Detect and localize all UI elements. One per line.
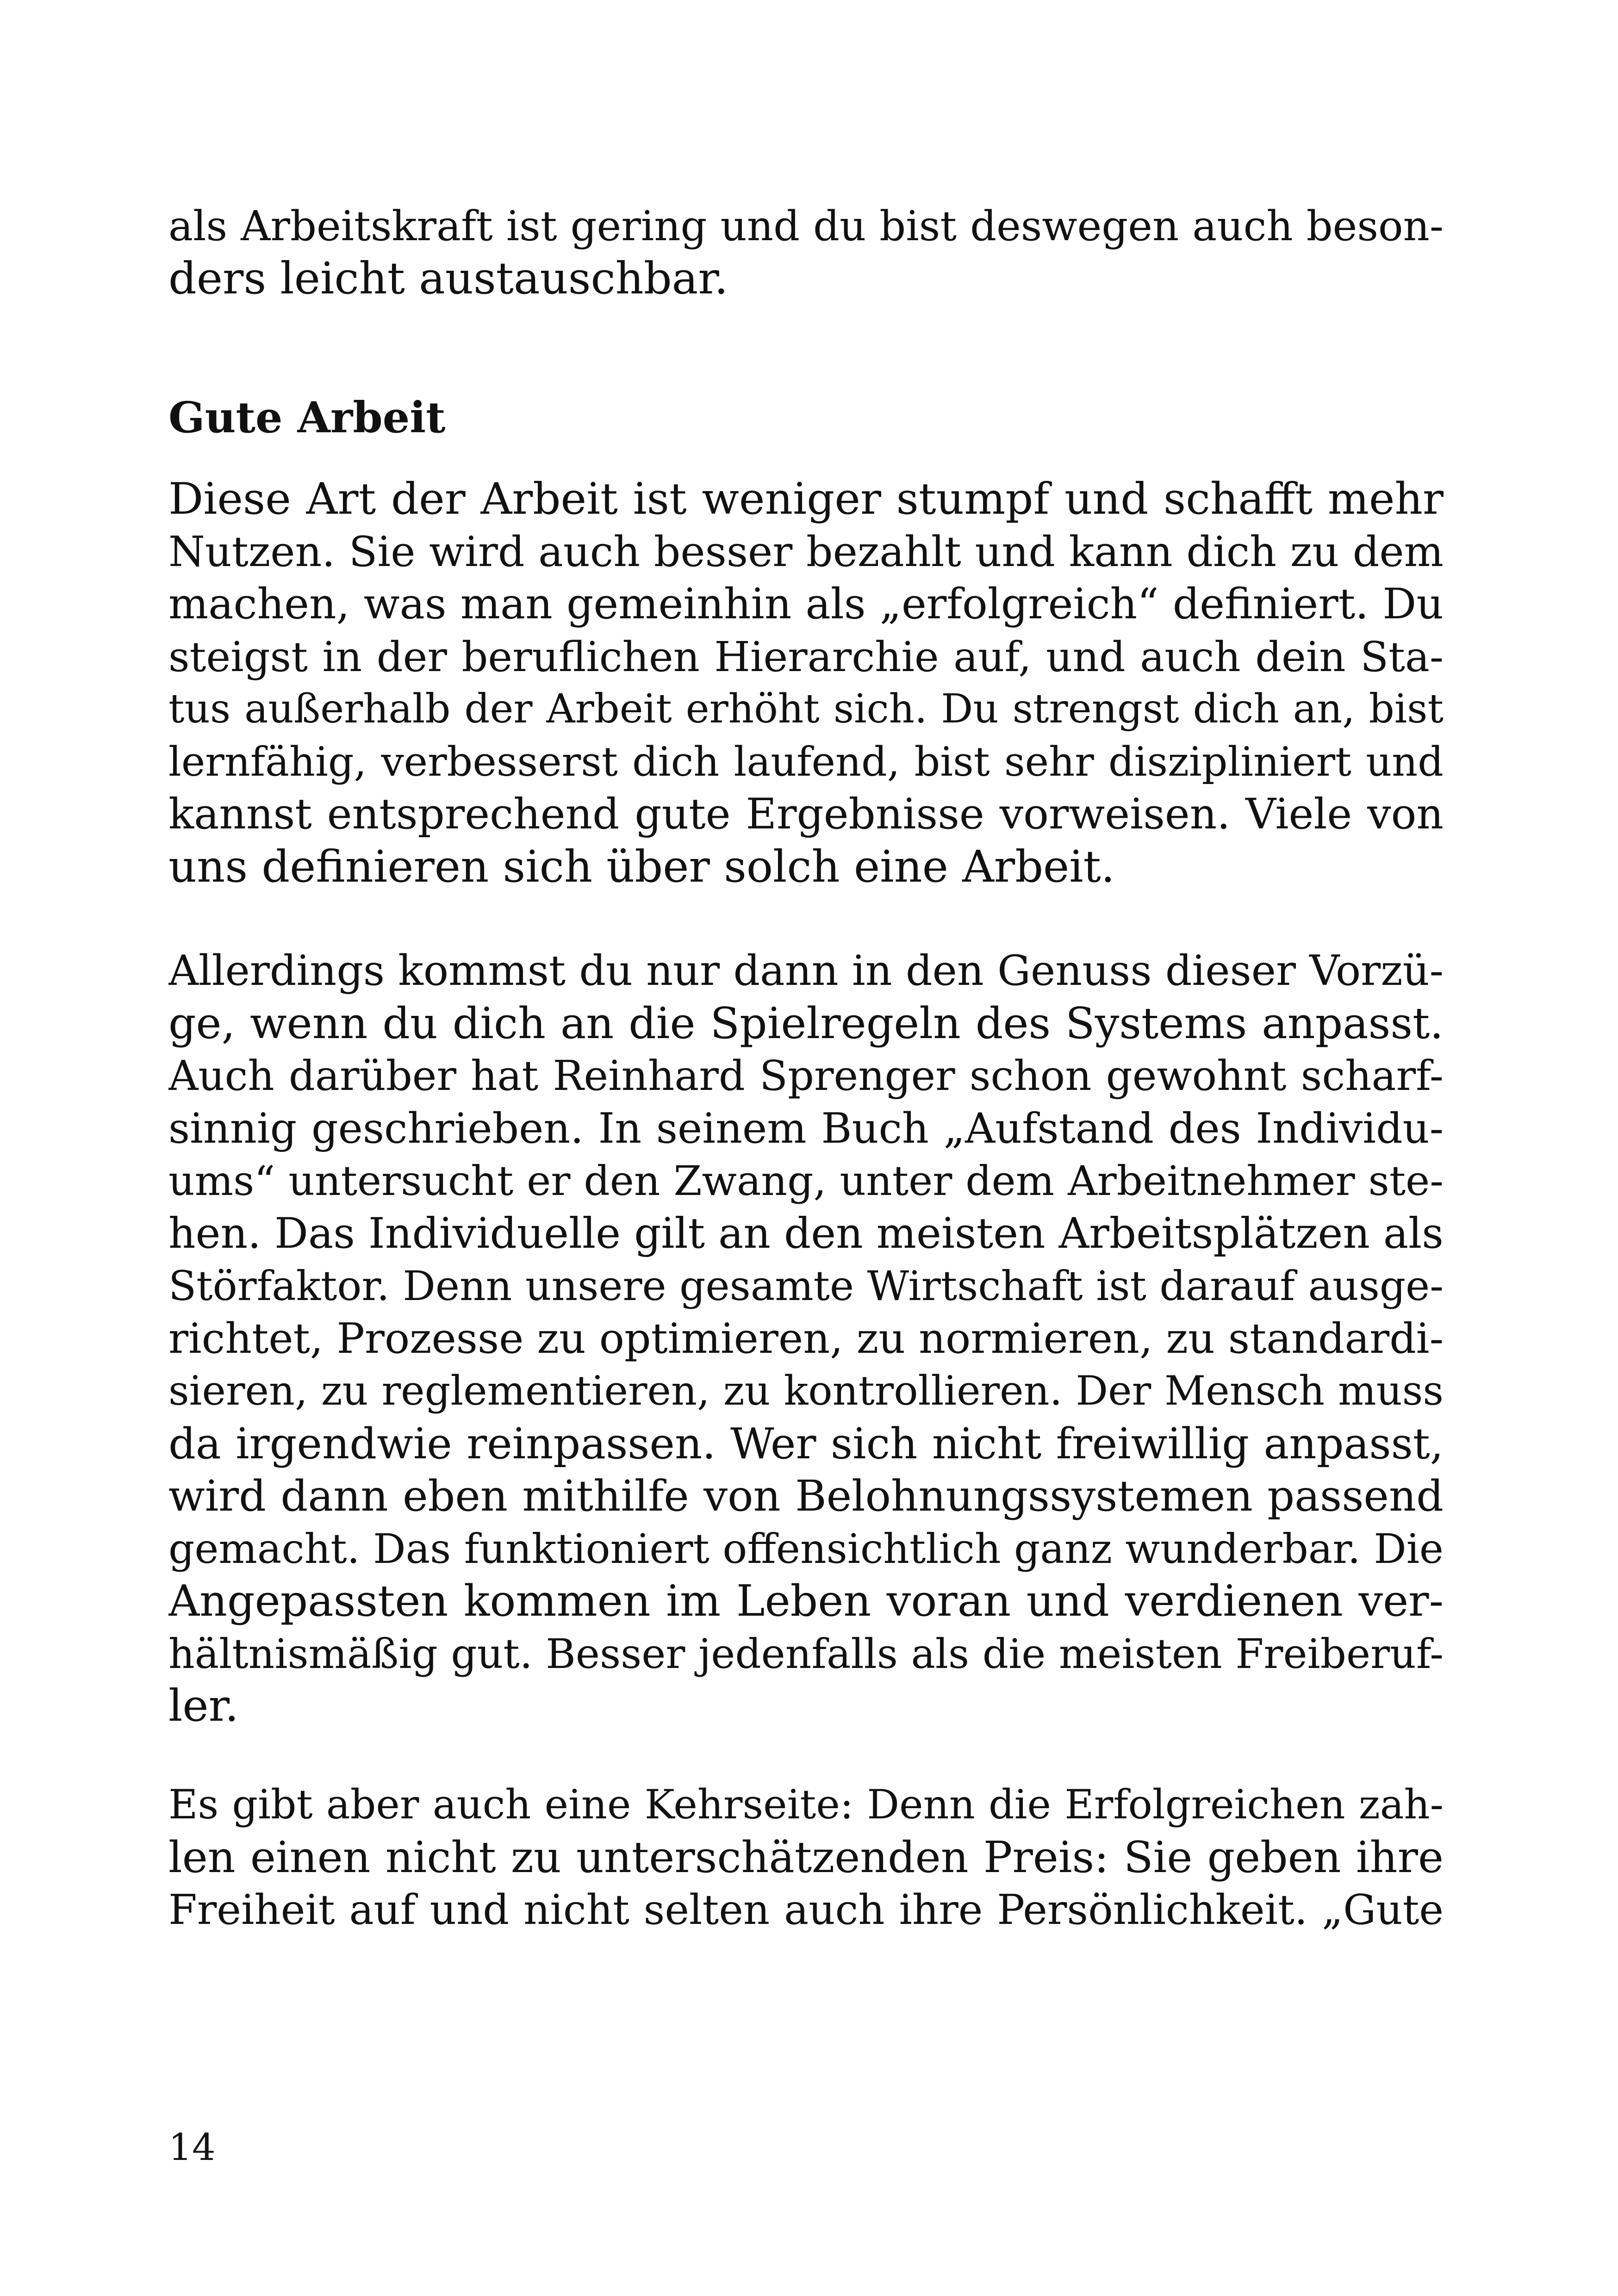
page-number: 14 bbox=[168, 2126, 216, 2169]
text-line: richtet, Prozesse zu optimieren, zu normieren, zu standardi- bbox=[168, 1314, 1444, 1363]
text-line: lernfähig, verbesserst dich laufend, bist sehr diszipliniert und bbox=[168, 738, 1444, 785]
paragraph-2 bbox=[168, 945, 1444, 1733]
paragraph-3 bbox=[168, 1779, 1444, 1936]
text-line: wird dann eben mithilfe von Belohnungssystemen passend bbox=[168, 1471, 1444, 1521]
text-line: tus außerhalb der Arbeit erhöht sich. Du strengst dich an, bist bbox=[168, 686, 1444, 732]
text-line: len einen nicht zu unterschätzenden Preis: Sie geben ihre bbox=[168, 1832, 1444, 1882]
text-line: als Arbeitskraft ist gering und du bist deswegen auch beson- bbox=[168, 202, 1444, 250]
text-line: Auch darüber hat Reinhard Sprenger schon gewohnt scharf- bbox=[168, 1052, 1444, 1100]
text-line: Störfaktor. Denn unsere gesamte Wirtschaft ist darauf ausge- bbox=[168, 1262, 1444, 1310]
text-line: kannst entsprechend gute Ergebnisse vorweisen. Viele von bbox=[168, 790, 1444, 839]
text-line: hältnismäßig gut. Besser jedenfalls als die meisten Freiberuf- bbox=[168, 1630, 1444, 1678]
text-line: ler. bbox=[168, 1680, 239, 1731]
text-line: machen, was man gemeinhin als „erfolgreich“ definiert. Du bbox=[168, 580, 1444, 628]
text-line: Angepassten kommen im Leben voran und verdienen ver- bbox=[168, 1576, 1444, 1626]
text-line: Diese Art der Arbeit ist weniger stumpf und schafft mehr bbox=[168, 474, 1444, 524]
text-line: ders leicht austauschbar. bbox=[168, 253, 728, 304]
text-line: ge, wenn du dich an die Spielregeln des Systems anpasst. bbox=[168, 998, 1444, 1048]
text-line: uns definieren sich über solch eine Arbeit. bbox=[168, 841, 1115, 892]
text-line: steigst in der beruflichen Hierarchie auf, und auch dein Sta- bbox=[168, 632, 1444, 681]
text-line: ums“ untersucht er den Zwang, unter dem Arbeitnehmer ste- bbox=[168, 1157, 1444, 1205]
paragraph-1 bbox=[168, 473, 1444, 893]
text-line: da irgendwie reinpassen. Wer sich nicht freiwillig anpasst, bbox=[168, 1419, 1444, 1468]
text-line: Nutzen. Sie wird auch besser bezahlt und kann dich zu dem bbox=[168, 527, 1444, 576]
text-line: Freiheit auf und nicht selten auch ihre Persönlichkeit. „Gute bbox=[168, 1885, 1444, 1934]
text-line: Es gibt aber auch eine Kehrseite: Denn die Erfolgreichen zah- bbox=[168, 1781, 1444, 1828]
top-paragraph bbox=[168, 200, 1444, 305]
text-line: gemacht. Das funktioniert offensichtlich ganz wunderbar. Die bbox=[168, 1524, 1444, 1573]
text-line: Allerdings kommst du nur dann in den Genuss dieser Vorzü- bbox=[168, 946, 1444, 995]
text-line: hen. Das Individuelle gilt an den meisten Arbeitsplätzen als bbox=[168, 1209, 1444, 1258]
section-heading: Gute Arbeit bbox=[168, 392, 446, 442]
text-line: sinnig geschrieben. In seinem Buch „Aufstand des Individu- bbox=[168, 1104, 1444, 1153]
text-line: sieren, zu reglementieren, zu kontrollieren. Der Mensch muss bbox=[168, 1367, 1444, 1414]
